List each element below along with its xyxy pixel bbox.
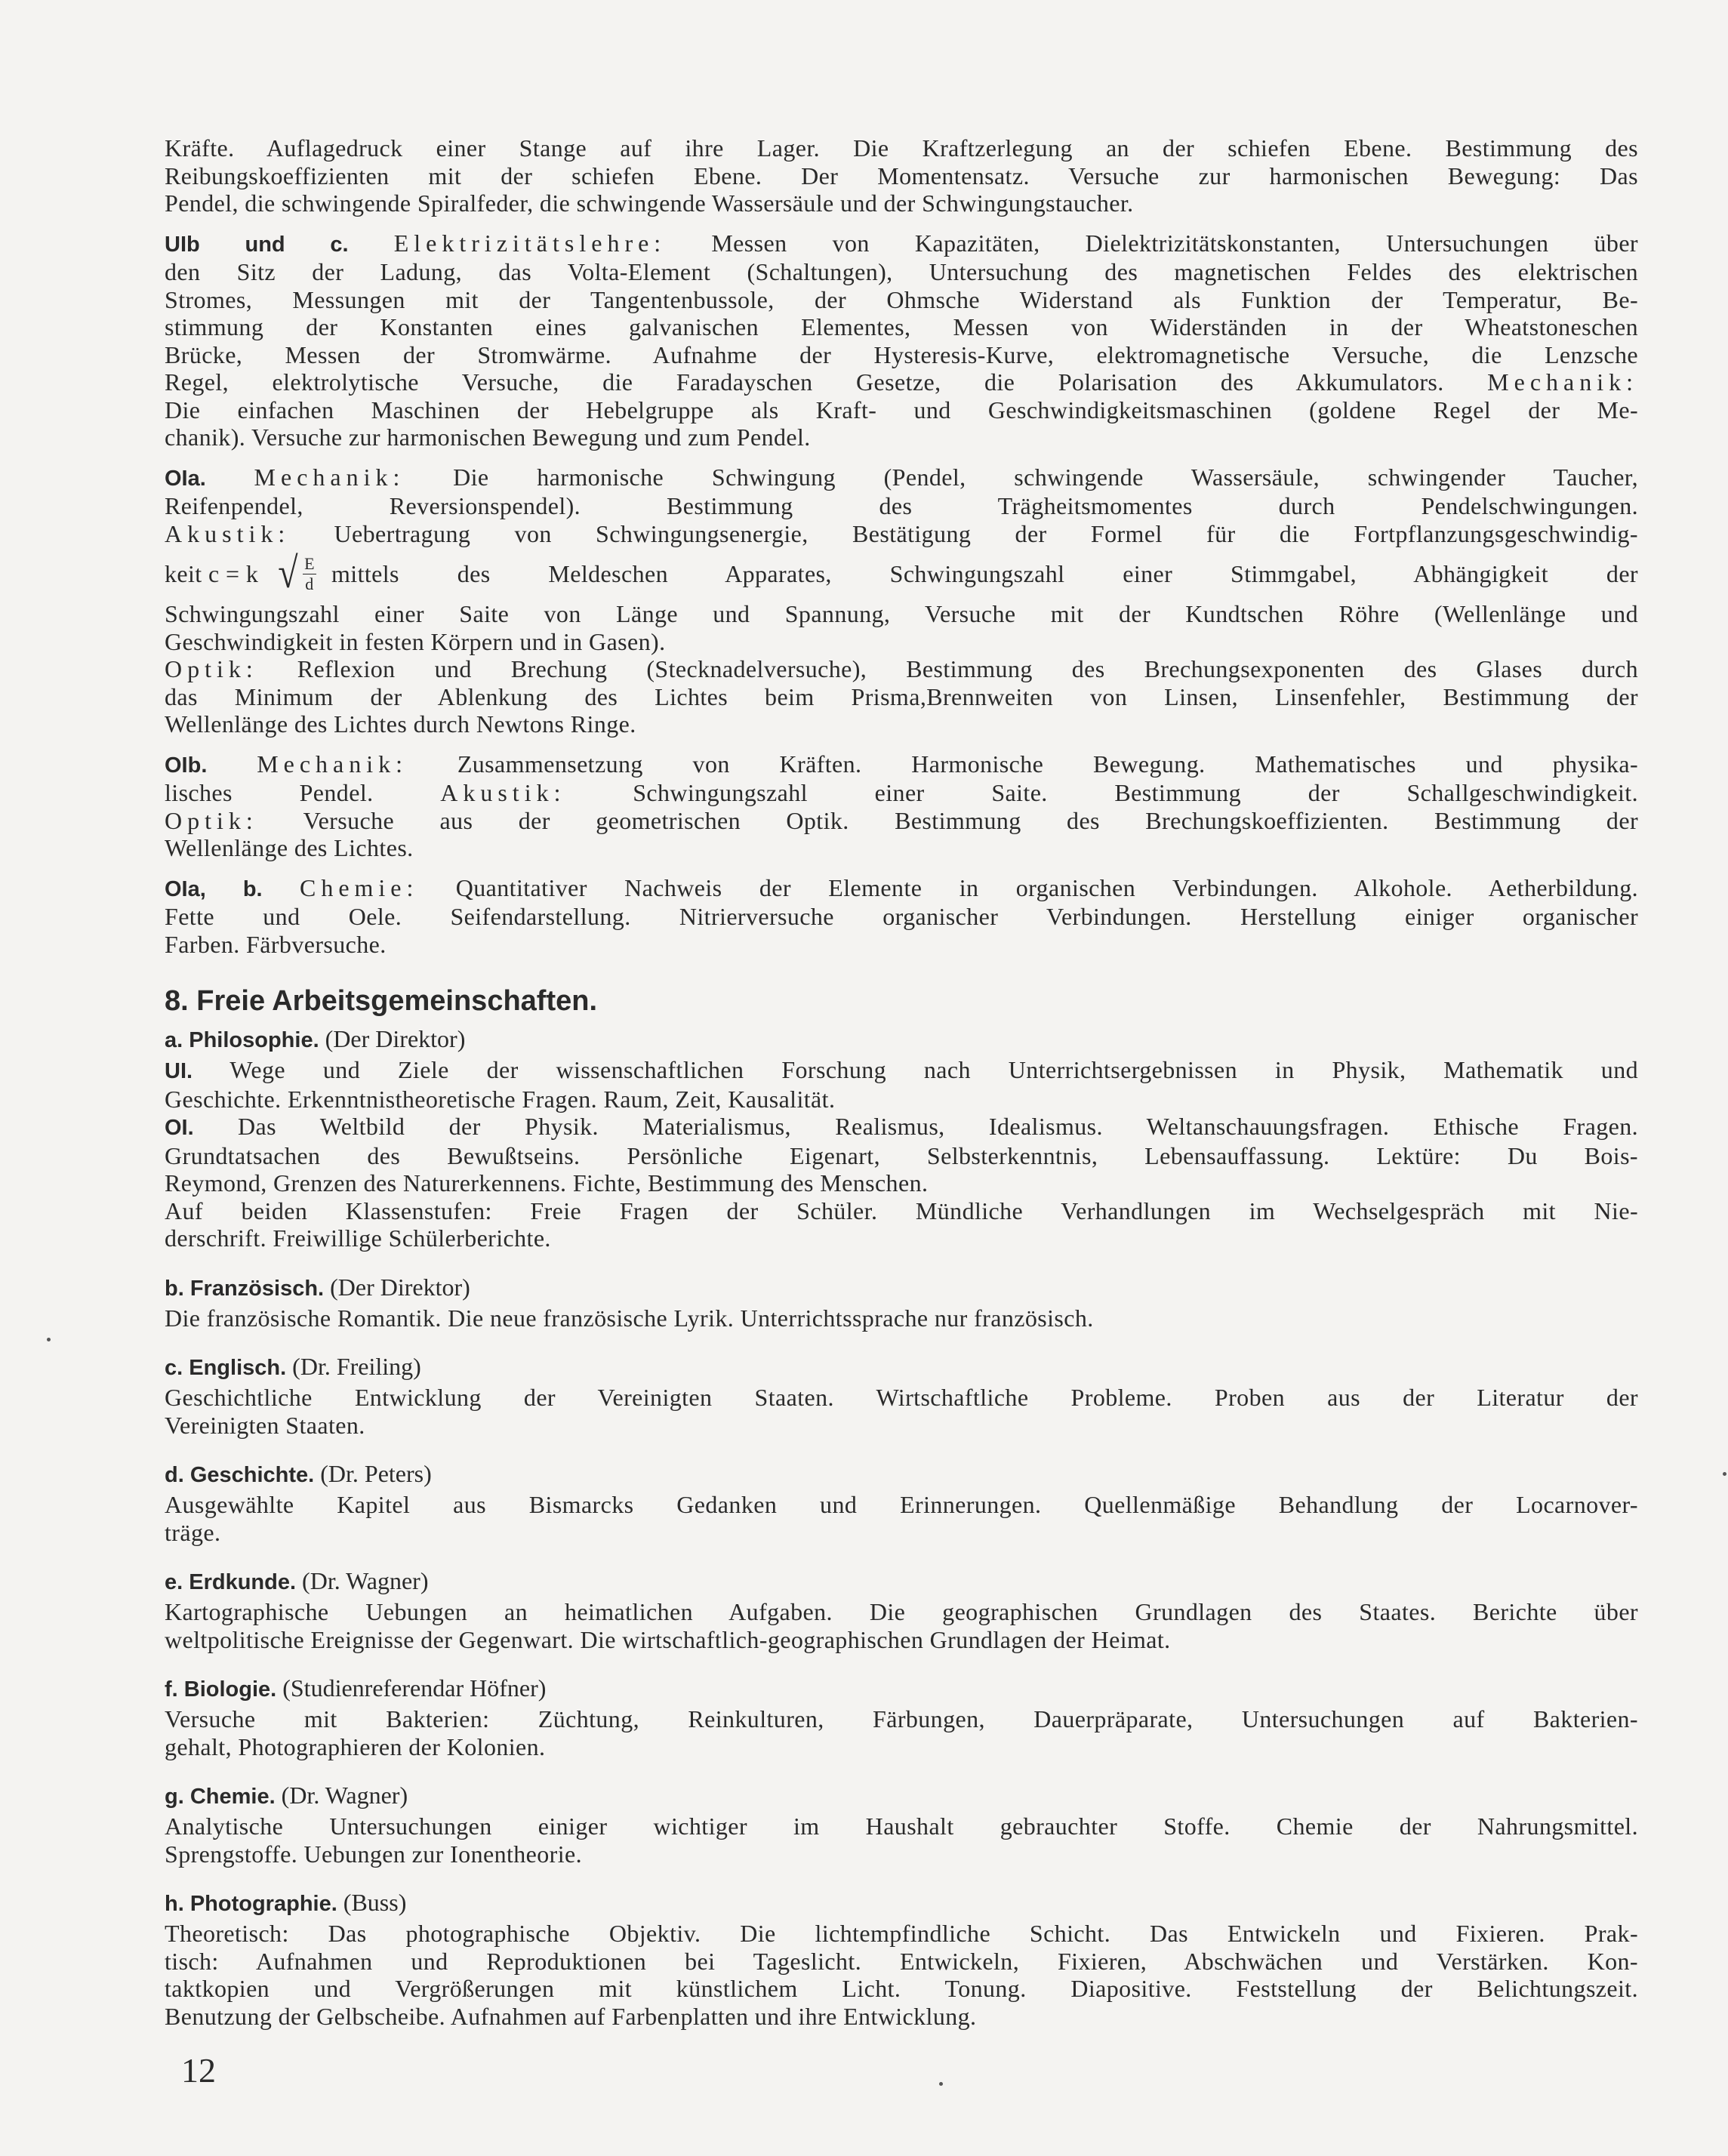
text-line: Geschichte. Erkenntnistheoretische Fragen. Raum, Zeit, Kausalität. — [165, 1085, 836, 1113]
text-line: Versuche mit Bakterien: Züchtung, Reinkulturen, Färbungen, Dauerpräparate, Untersuchungen auf Bakterien- — [165, 1705, 1638, 1732]
text-line — [165, 464, 1638, 493]
text-line: Grundtatsachen des Bewußtseins. Persönliche Eigenart, Selbsterkenntnis, Lebensauffassung. Lektüre: Du Bois- — [165, 1141, 1638, 1169]
class-label: UIb und c. — [165, 232, 349, 257]
section-oib — [165, 750, 1638, 862]
text-line: Benutzung der Gelbscheibe. Aufnahmen auf Farbenplatten und ihre Entwicklung. — [165, 2002, 977, 2030]
text-line: Die einfachen Maschinen der Hebelgruppe als Kraft- und Geschwindigkeitsmaschinen (goldene Regel der Me- — [165, 396, 1638, 424]
text-line: chanik). Versuche zur harmonischen Bewegung und zum Pendel. — [165, 424, 811, 451]
page-number: 12 — [181, 2051, 216, 2090]
page-content — [165, 134, 1638, 2051]
subject-label: e. Erdkunde. — [165, 1570, 297, 1594]
text-fragment: Zusammensetzung von Kräften. Harmonische Bewegung. Mathematisches und physika- — [457, 750, 1639, 778]
text-fragment: Wege und Ziele der wissenschaftlichen Forschung nach Unterrichtsergebnissen in Physik, Mathematik und — [229, 1056, 1638, 1083]
sqrt-symbol: √ — [278, 549, 298, 597]
class-label: OI. — [165, 1116, 194, 1140]
subject-label: g. Chemie. — [165, 1785, 276, 1809]
subject-label: a. Philosophie. — [165, 1028, 319, 1052]
text-line: Wellenlänge des Lichtes durch Newtons Ringe. — [165, 710, 636, 738]
topic-label: Optik: — [165, 655, 258, 682]
text-line: Brücke, Messen der Stromwärme. Aufnahme der Hysteresis-Kurve, elektromagnetische Versuche, die Lenzsche — [165, 340, 1638, 368]
speck-mark — [47, 1338, 51, 1341]
text-fragment: Schwingungszahl einer Saite. Bestimmung der Schallgeschwindigkeit. — [633, 779, 1638, 806]
text-line: Analytische Untersuchungen einiger wichtiger im Haushalt gebrauchter Stoffe. Chemie der Nahrungsmittel. — [165, 1813, 1638, 1840]
subsection-heading — [165, 1460, 1638, 1488]
text-line — [165, 229, 1638, 259]
subsection-geschichte — [165, 1491, 1638, 1546]
class-label: OIa, b. — [165, 876, 263, 901]
speck-mark — [1723, 1472, 1726, 1476]
topic-label: Akustik: — [165, 519, 291, 547]
text-line: Vereinigten Staaten. — [165, 1411, 365, 1439]
teacher-name: (Dr. Freiling) — [292, 1353, 421, 1380]
text-line: weltpolitische Ereignisse der Gegenwart. Die wirtschaftlich-geographischen Grundlagen der Heimat. — [165, 1625, 1171, 1653]
subject-label: c. Englisch. — [165, 1356, 287, 1380]
topic-label: Mechanik: — [254, 463, 405, 491]
subsection-photographie — [165, 1920, 1638, 2030]
text-fragment: Quantitativer Nachweis der Elemente in organischen Verbindungen. Alkohole. Aetherbildung. — [455, 873, 1638, 901]
section-uib — [165, 229, 1638, 451]
text-fragment: Versuche aus der geometrischen Optik. Bestimmung des Brechungskoeffizienten. Bestimmung der — [303, 806, 1638, 834]
text-line: Reifenpendel, Reversionspendel). Bestimmung des Trägheitsmomentes durch Pendelschwingungen. — [165, 492, 1638, 519]
topic-label: Elektrizitätslehre: — [393, 229, 667, 257]
subsection-philosophie — [165, 1056, 1638, 1252]
text-line — [165, 807, 1638, 835]
section-oia — [165, 464, 1638, 738]
topic-label: Mechanik: — [257, 750, 408, 778]
subsection-biologie — [165, 1705, 1638, 1760]
text-fragment: Uebertragung von Schwingungsenergie, Bestätigung der Formel für die Fortpflanzungsgeschwindig- — [334, 519, 1638, 547]
text-line: Stromes, Messungen mit der Tangentenbussole, der Ohmsche Widerstand als Funktion der Temperatur, Be- — [165, 285, 1638, 313]
teacher-name: (Buss) — [343, 1889, 407, 1916]
text-line: gehalt, Photographieren der Kolonien. — [165, 1732, 546, 1760]
class-label: OIb. — [165, 753, 208, 778]
subsection-chemie — [165, 1813, 1638, 1868]
topic-label: Akustik: — [440, 779, 566, 806]
text-line: Auf beiden Klassenstufen: Freie Fragen der Schüler. Mündliche Verhandlungen im Wechselgespräch mit Nie- — [165, 1197, 1638, 1224]
text-line — [165, 520, 1638, 548]
subject-label: f. Biologie. — [165, 1677, 277, 1702]
topic-label: Optik: — [165, 806, 258, 834]
teacher-name: (Dr. Wagner) — [302, 1567, 429, 1594]
subject-label: d. Geschichte. — [165, 1463, 315, 1487]
fraction-denominator: d — [305, 574, 314, 593]
text-line — [165, 1113, 1638, 1142]
text-fragment: Die harmonische Schwingung (Pendel, schwingende Wassersäule, schwingender Taucher, — [453, 463, 1638, 491]
text-line: Pendel, die schwingende Spiralfeder, die schwingende Wassersäule und der Schwingungstaucher. — [165, 189, 1134, 217]
teacher-name: (Dr. Peters) — [320, 1460, 432, 1487]
subject-label: h. Photographie. — [165, 1892, 337, 1916]
class-label: OIa. — [165, 466, 206, 491]
text-line: Sprengstoffe. Uebungen zur Ionentheorie. — [165, 1840, 583, 1868]
text-line: Wellenlänge des Lichtes. — [165, 834, 414, 861]
subject-label: b. Französisch. — [165, 1276, 325, 1301]
text-line: taktkopien und Vergrößerungen mit künstlichem Licht. Tonung. Diapositive. Feststellung der Belichtungszeit. — [165, 1975, 1638, 2002]
subsection-heading — [165, 1353, 1638, 1381]
speck-mark — [939, 2082, 943, 2086]
text-line: Farben. Färbversuche. — [165, 930, 387, 958]
text-line — [165, 1056, 1638, 1086]
text-line: Schwingungszahl einer Saite von Länge und Spannung, Versuche mit der Kundtschen Röhre (Wellenlänge und — [165, 600, 1638, 627]
text-fragment: Regel, elektrolytische Versuche, die Faradayschen Gesetze, die Polarisation des Akkumulators. — [165, 368, 1444, 396]
subsection-heading — [165, 1674, 1638, 1702]
text-line: stimmung der Konstanten eines galvanischen Elementes, Messen von Widerständen in der Wheatstoneschen — [165, 313, 1638, 340]
text-line — [165, 655, 1638, 683]
subsection-franzoesisch — [165, 1304, 1638, 1332]
teacher-name: (Studienreferendar Höfner) — [282, 1674, 547, 1702]
teacher-name: (Der Direktor) — [325, 1025, 466, 1052]
text-line: Die französische Romantik. Die neue französische Lyrik. Unterrichtssprache nur französisch. — [165, 1304, 1094, 1332]
subsection-heading — [165, 1567, 1638, 1595]
text-line: Reibungskoeffizienten mit der schiefen Ebene. Der Momentensatz. Versuche zur harmonischen Bewegung: Das — [165, 162, 1638, 189]
text-line: Geschwindigkeit in festen Körpern und in Gasen). — [165, 627, 666, 655]
formula-rest: mittels des Meldeschen Apparates, Schwingungszahl einer Stimmgabel, Abhängigkeit der — [331, 559, 1638, 587]
text-fragment: Das Weltbild der Physik. Materialismus, Realismus, Idealismus. Weltanschauungsfragen. Ethische Fragen. — [238, 1113, 1638, 1140]
subsection-englisch — [165, 1384, 1638, 1439]
class-label: UI. — [165, 1059, 193, 1083]
topic-label: Mechanik: — [1487, 368, 1638, 396]
topic-label: Chemie: — [299, 873, 419, 901]
text-line: Theoretisch: Das photographische Objektiv. Die lichtempfindliche Schicht. Das Entwickeln und Fixieren. Prak- — [165, 1920, 1638, 1947]
text-line: Fette und Oele. Seifendarstellung. Nitrierversuche organischer Verbindungen. Herstellung einiger organischer — [165, 903, 1638, 930]
teacher-name: (Der Direktor) — [330, 1273, 470, 1301]
formula-prefix: keit c = k — [165, 559, 259, 587]
text-line — [165, 750, 1638, 780]
subsection-heading — [165, 1889, 1638, 1917]
intro-paragraph — [165, 134, 1638, 217]
text-fragment: lisches Pendel. — [165, 779, 374, 806]
subsection-heading — [165, 1025, 1638, 1053]
text-line: tisch: Aufnahmen und Reproduktionen bei Tageslicht. Entwickeln, Fixieren, Abschwächen und Verstärken. Kon- — [165, 1947, 1638, 1975]
fraction-numerator: E — [304, 553, 315, 573]
text-line: träge. — [165, 1518, 221, 1546]
text-fragment: Messen von Kapazitäten, Dielektrizitätskonstanten, Untersuchungen über — [711, 229, 1638, 257]
text-line — [165, 874, 1638, 904]
text-line: Reymond, Grenzen des Naturerkennens. Fichte, Bestimmung des Menschen. — [165, 1169, 929, 1197]
text-line: den Sitz der Ladung, das Volta-Element (Schaltungen), Untersuchung des magnetischen Feldes des elektrischen — [165, 258, 1638, 285]
text-line: Geschichtliche Entwicklung der Vereinigten Staaten. Wirtschaftliche Probleme. Proben aus der Literatur der — [165, 1384, 1638, 1411]
subsection-heading — [165, 1782, 1638, 1810]
text-line: das Minimum der Ablenkung des Lichtes beim Prisma,Brennweiten von Linsen, Linsenfehler, Bestimmung der — [165, 682, 1638, 710]
teacher-name: (Dr. Wagner) — [281, 1782, 408, 1809]
section-oiab — [165, 874, 1638, 959]
text-line — [165, 779, 1638, 807]
subsection-erdkunde — [165, 1598, 1638, 1653]
text-line: Kartographische Uebungen an heimatlichen Aufgaben. Die geographischen Grundlagen des Staates. Berichte über — [165, 1598, 1638, 1625]
text-line: Kräfte. Auflagedruck einer Stange auf ihre Lager. Die Kraftzerlegung an der schiefen Ebene. Bestimmung des — [165, 134, 1638, 162]
text-line: derschrift. Freiwillige Schülerberichte. — [165, 1224, 551, 1252]
formula-line — [165, 547, 1638, 600]
formula-fraction — [303, 553, 316, 593]
subsection-heading — [165, 1274, 1638, 1301]
text-line: Ausgewählte Kapitel aus Bismarcks Gedanken und Erinnerungen. Quellenmäßige Behandlung der Locarnover- — [165, 1491, 1638, 1518]
text-fragment: Reflexion und Brechung (Stecknadelversuche), Bestimmung des Brechungsexponenten des Glases durch — [297, 655, 1638, 682]
text-line — [165, 368, 1638, 396]
section-heading: 8. Freie Arbeitsgemeinschaften. — [165, 985, 598, 1017]
